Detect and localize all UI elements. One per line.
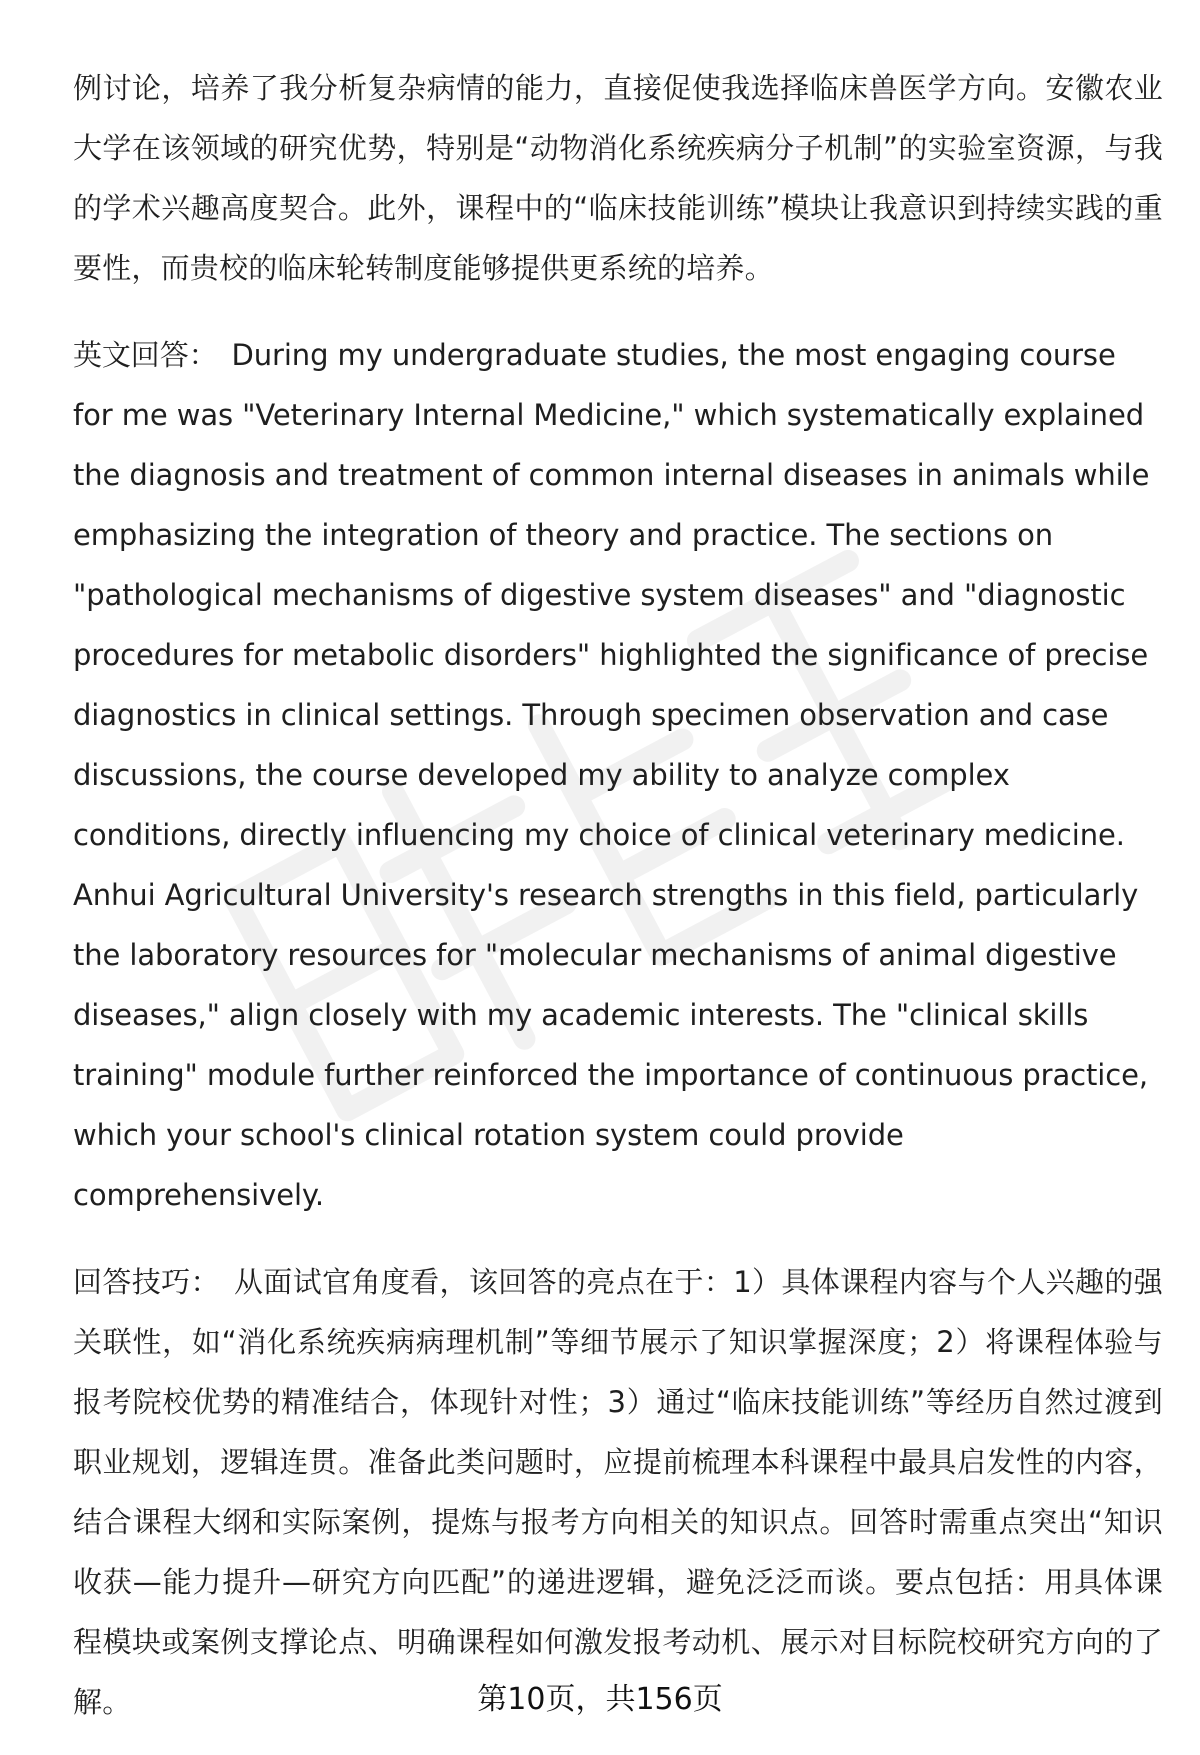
page-content	[73, 58, 1163, 1732]
english-answer-label: 英文回答：	[73, 338, 218, 372]
paragraph-chinese-continued: 例讨论，培养了我分析复杂病情的能力，直接促使我选择临床兽医学方向。安徽农业大学在该领域的研究优势，特别是“动物消化系统疾病分子机制”的实验室资源，与我的学术兴趣高度契合。此外，课程中的“临床技能训练”模块让我意识到持续实践的重要性，而贵校的临床轮转制度能够提供更系统的培养。	[73, 71, 1163, 285]
answer-tips-paragraph	[73, 1252, 1163, 1732]
page-number-footer: 第10页，共156页	[477, 1682, 723, 1717]
answer-tips-label: 回答技巧：	[73, 1265, 220, 1299]
answer-tips-text: 从面试官角度看，该回答的亮点在于：1）具体课程内容与个人兴趣的强关联性，如“消化系统疾病病理机制”等细节展示了知识掌握深度；2）将课程体验与报考院校优势的精准结合，体现针对性；3）通过“临床技能训练”等经历自然过渡到职业规划，逻辑连贯。准备此类问题时，应提前梳理本科课程中最具启发性的内容，结合课程大纲和实际案例，提炼与报考方向相关的知识点。回答时需重点突出“知识收获—能力提升—研究方向匹配”的递进逻辑，避免泛泛而谈。要点包括：用具体课程模块或案例支撑论点、明确课程如何激发报考动机、展示对目标院校研究方向的了解。	[73, 1265, 1163, 1719]
english-answer-text: During my undergraduate studies, the most engaging course for me was "Veterinary Internal Medicine," which systematically explained the diagnosis and treatment of common internal diseases in animals while emphasizing the integration of theory and practice. The sections on "pathological mechanisms of digestive system diseases" and "diagnostic procedures for metabolic disorders" highlighted the significance of precise diagnostics in clinical settings. Through specimen observation and case discussions, the course developed my ability to analyze complex conditions, directly influencing my choice of clinical veterinary medicine. Anhui Agricultural University's research strengths in this field, particularly the laboratory resources for "molecular mechanisms of animal digestive diseases," align closely with my academic interests. The "clinical skills training" module further reinforced the importance of continuous practice, which your school's clinical rotation system could provide comprehensively.	[73, 338, 1150, 1212]
english-answer-paragraph	[73, 325, 1163, 1225]
